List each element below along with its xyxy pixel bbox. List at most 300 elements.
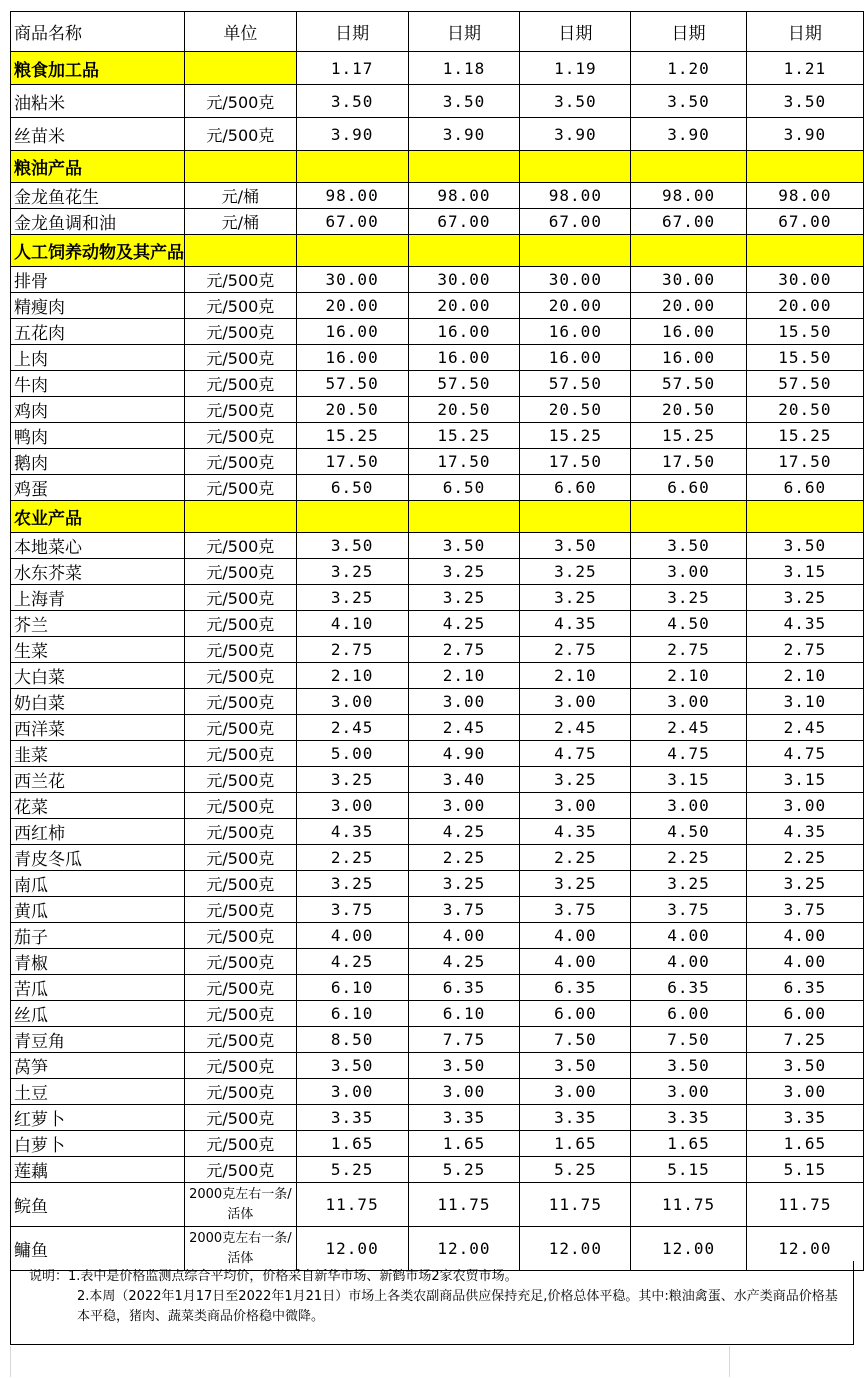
price-cell[interactable]: 3.00 [408,689,520,715]
price-cell[interactable]: 3.00 [746,793,863,819]
price-cell[interactable]: 3.15 [746,767,863,793]
price-cell[interactable]: 7.75 [408,1027,520,1053]
price-cell[interactable]: 11.75 [746,1183,863,1227]
price-cell[interactable]: 2.75 [520,637,631,663]
price-cell[interactable]: 3.50 [408,533,520,559]
price-cell[interactable]: 30.00 [296,267,408,293]
price-cell[interactable]: 57.50 [296,371,408,397]
category-label-cell[interactable]: 粮油产品 [11,151,185,183]
item-unit-cell[interactable]: 元/500克 [185,397,297,423]
item-name-cell[interactable]: 土豆 [11,1079,185,1105]
price-cell[interactable]: 4.35 [520,611,631,637]
price-cell[interactable]: 4.75 [520,741,631,767]
price-cell[interactable]: 3.15 [631,767,746,793]
price-cell[interactable]: 20.00 [408,293,520,319]
price-cell[interactable]: 6.10 [296,1001,408,1027]
price-cell[interactable]: 3.00 [520,1079,631,1105]
date-value-cell[interactable]: 1.19 [520,52,631,85]
item-name-cell[interactable]: 牛肉 [11,371,185,397]
price-cell[interactable]: 98.00 [631,183,746,209]
price-cell[interactable]: 4.25 [408,819,520,845]
price-cell[interactable]: 3.00 [520,689,631,715]
price-cell[interactable]: 2.25 [408,845,520,871]
price-cell[interactable]: 1.65 [408,1131,520,1157]
item-name-cell[interactable]: 生菜 [11,637,185,663]
item-unit-cell[interactable]: 元/500克 [185,319,297,345]
price-cell[interactable]: 2.10 [408,663,520,689]
price-cell[interactable]: 4.00 [746,923,863,949]
price-cell[interactable]: 67.00 [520,209,631,235]
item-name-cell[interactable]: 西红柿 [11,819,185,845]
category-empty-cell[interactable] [746,151,863,183]
category-empty-cell[interactable] [296,501,408,533]
item-unit-cell[interactable]: 元/500克 [185,923,297,949]
price-cell[interactable]: 3.50 [408,85,520,118]
item-unit-cell[interactable]: 元/500克 [185,1027,297,1053]
item-name-cell[interactable]: 丝瓜 [11,1001,185,1027]
item-unit-cell[interactable]: 元/500克 [185,637,297,663]
price-cell[interactable]: 3.00 [631,793,746,819]
price-cell[interactable]: 17.50 [520,449,631,475]
item-unit-cell[interactable]: 元/500克 [185,371,297,397]
item-unit-cell[interactable]: 元/500克 [185,559,297,585]
category-label-cell[interactable]: 粮食加工品 [11,52,185,85]
price-cell[interactable]: 3.25 [408,559,520,585]
price-cell[interactable]: 4.25 [408,611,520,637]
price-cell[interactable]: 2.75 [408,637,520,663]
item-name-cell[interactable]: 丝苗米 [11,118,185,151]
price-cell[interactable]: 3.90 [631,118,746,151]
price-cell[interactable]: 4.50 [631,611,746,637]
item-name-cell[interactable]: 西洋菜 [11,715,185,741]
price-cell[interactable]: 30.00 [408,267,520,293]
price-cell[interactable]: 2.25 [631,845,746,871]
item-name-cell[interactable]: 五花肉 [11,319,185,345]
price-cell[interactable]: 7.50 [631,1027,746,1053]
item-name-cell[interactable]: 青皮冬瓜 [11,845,185,871]
price-cell[interactable]: 57.50 [520,371,631,397]
price-cell[interactable]: 4.00 [631,949,746,975]
item-name-cell[interactable]: 金龙鱼调和油 [11,209,185,235]
header-date-cell[interactable]: 日期 [408,12,520,52]
price-cell[interactable]: 12.00 [296,1227,408,1271]
price-cell[interactable]: 4.25 [408,949,520,975]
price-cell[interactable]: 2.75 [296,637,408,663]
price-cell[interactable]: 4.35 [746,819,863,845]
item-unit-cell[interactable]: 元/500克 [185,1079,297,1105]
item-name-cell[interactable]: 鸭肉 [11,423,185,449]
item-name-cell[interactable]: 大白菜 [11,663,185,689]
category-empty-cell[interactable] [520,501,631,533]
category-empty-cell[interactable] [631,235,746,267]
price-cell[interactable]: 3.35 [746,1105,863,1131]
price-cell[interactable]: 7.50 [520,1027,631,1053]
price-cell[interactable]: 15.50 [746,345,863,371]
item-unit-cell[interactable]: 元/500克 [185,449,297,475]
price-cell[interactable]: 3.50 [520,1053,631,1079]
price-cell[interactable]: 6.00 [631,1001,746,1027]
price-cell[interactable]: 3.00 [296,689,408,715]
price-cell[interactable]: 4.00 [296,923,408,949]
price-cell[interactable]: 3.50 [408,1053,520,1079]
price-cell[interactable]: 3.75 [746,897,863,923]
price-cell[interactable]: 3.15 [746,559,863,585]
category-empty-cell[interactable] [408,151,520,183]
category-unit-cell[interactable] [185,151,297,183]
price-cell[interactable]: 12.00 [408,1227,520,1271]
header-unit-cell[interactable]: 单位 [185,12,297,52]
price-cell[interactable]: 3.90 [296,118,408,151]
header-date-cell[interactable]: 日期 [631,12,746,52]
price-cell[interactable]: 2.10 [631,663,746,689]
price-cell[interactable]: 4.00 [746,949,863,975]
price-cell[interactable]: 2.45 [631,715,746,741]
category-empty-cell[interactable] [631,151,746,183]
item-name-cell[interactable]: 苦瓜 [11,975,185,1001]
price-cell[interactable]: 12.00 [520,1227,631,1271]
price-cell[interactable]: 3.90 [408,118,520,151]
price-cell[interactable]: 17.50 [631,449,746,475]
price-cell[interactable]: 1.65 [746,1131,863,1157]
price-cell[interactable]: 3.25 [408,871,520,897]
item-name-cell[interactable]: 青椒 [11,949,185,975]
price-cell[interactable]: 20.50 [631,397,746,423]
price-cell[interactable]: 3.00 [296,1079,408,1105]
item-unit-cell[interactable]: 元/500克 [185,871,297,897]
item-unit-cell[interactable]: 元/500克 [185,663,297,689]
price-cell[interactable]: 4.25 [296,949,408,975]
price-cell[interactable]: 3.50 [631,85,746,118]
price-cell[interactable]: 3.75 [296,897,408,923]
price-cell[interactable]: 3.25 [296,767,408,793]
price-cell[interactable]: 2.25 [296,845,408,871]
price-cell[interactable]: 11.75 [520,1183,631,1227]
price-cell[interactable]: 4.00 [408,923,520,949]
price-cell[interactable]: 16.00 [408,319,520,345]
item-name-cell[interactable]: 白萝卜 [11,1131,185,1157]
price-cell[interactable]: 4.75 [746,741,863,767]
price-cell[interactable]: 4.90 [408,741,520,767]
price-cell[interactable]: 3.25 [631,871,746,897]
item-name-cell[interactable]: 莲藕 [11,1157,185,1183]
item-unit-cell[interactable]: 元/500克 [185,423,297,449]
price-cell[interactable]: 15.25 [296,423,408,449]
price-cell[interactable]: 6.10 [296,975,408,1001]
price-cell[interactable]: 3.25 [296,585,408,611]
price-cell[interactable]: 3.75 [520,897,631,923]
price-cell[interactable]: 5.25 [520,1157,631,1183]
item-name-cell[interactable]: 红萝卜 [11,1105,185,1131]
price-cell[interactable]: 4.10 [296,611,408,637]
price-cell[interactable]: 3.90 [520,118,631,151]
date-value-cell[interactable]: 1.21 [746,52,863,85]
price-cell[interactable]: 3.25 [520,871,631,897]
item-name-cell[interactable]: 上肉 [11,345,185,371]
item-unit-cell[interactable]: 元/500克 [185,1157,297,1183]
item-name-cell[interactable]: 鳙鱼 [11,1227,185,1271]
price-cell[interactable]: 8.50 [296,1027,408,1053]
item-unit-cell[interactable]: 元/500克 [185,293,297,319]
price-cell[interactable]: 3.00 [631,689,746,715]
price-cell[interactable]: 4.35 [296,819,408,845]
item-name-cell[interactable]: 水东芥菜 [11,559,185,585]
price-cell[interactable]: 20.50 [408,397,520,423]
item-unit-cell[interactable]: 元/500克 [185,1131,297,1157]
item-name-cell[interactable]: 鹅肉 [11,449,185,475]
price-cell[interactable]: 3.35 [296,1105,408,1131]
price-cell[interactable]: 67.00 [631,209,746,235]
item-name-cell[interactable]: 西兰花 [11,767,185,793]
item-name-cell[interactable]: 鸡肉 [11,397,185,423]
category-label-cell[interactable]: 农业产品 [11,501,185,533]
item-unit-cell[interactable]: 2000克左右一条/活体 [185,1183,297,1227]
item-unit-cell[interactable]: 元/500克 [185,819,297,845]
category-empty-cell[interactable] [296,235,408,267]
price-cell[interactable]: 3.50 [520,85,631,118]
item-unit-cell[interactable]: 元/500克 [185,118,297,151]
price-cell[interactable]: 5.00 [296,741,408,767]
category-empty-cell[interactable] [296,151,408,183]
price-cell[interactable]: 16.00 [631,319,746,345]
price-cell[interactable]: 30.00 [631,267,746,293]
price-cell[interactable]: 2.25 [746,845,863,871]
price-cell[interactable]: 7.25 [746,1027,863,1053]
price-cell[interactable]: 3.25 [520,767,631,793]
price-cell[interactable]: 3.35 [520,1105,631,1131]
item-unit-cell[interactable]: 元/500克 [185,1001,297,1027]
price-cell[interactable]: 5.25 [296,1157,408,1183]
price-cell[interactable]: 2.10 [296,663,408,689]
price-cell[interactable]: 20.50 [296,397,408,423]
item-unit-cell[interactable]: 元/500克 [185,767,297,793]
item-name-cell[interactable]: 莴笋 [11,1053,185,1079]
category-empty-cell[interactable] [408,235,520,267]
header-name-cell[interactable]: 商品名称 [11,12,185,52]
item-name-cell[interactable]: 排骨 [11,267,185,293]
item-unit-cell[interactable]: 元/500克 [185,611,297,637]
price-cell[interactable]: 3.50 [296,85,408,118]
item-name-cell[interactable]: 油粘米 [11,85,185,118]
price-cell[interactable]: 4.00 [520,949,631,975]
price-cell[interactable]: 4.00 [631,923,746,949]
price-cell[interactable]: 6.35 [520,975,631,1001]
price-cell[interactable]: 17.50 [746,449,863,475]
price-cell[interactable]: 67.00 [408,209,520,235]
price-cell[interactable]: 1.65 [520,1131,631,1157]
item-name-cell[interactable]: 上海青 [11,585,185,611]
price-cell[interactable]: 3.25 [631,585,746,611]
item-name-cell[interactable]: 南瓜 [11,871,185,897]
price-cell[interactable]: 67.00 [296,209,408,235]
item-unit-cell[interactable]: 元/500克 [185,897,297,923]
price-cell[interactable]: 6.60 [520,475,631,501]
item-name-cell[interactable]: 黄瓜 [11,897,185,923]
price-cell[interactable]: 16.00 [408,345,520,371]
price-cell[interactable]: 20.00 [746,293,863,319]
price-cell[interactable]: 2.75 [631,637,746,663]
item-unit-cell[interactable]: 元/500克 [185,741,297,767]
price-cell[interactable]: 98.00 [520,183,631,209]
price-cell[interactable]: 20.50 [746,397,863,423]
price-cell[interactable]: 20.50 [520,397,631,423]
price-cell[interactable]: 3.40 [408,767,520,793]
price-cell[interactable]: 17.50 [408,449,520,475]
price-cell[interactable]: 2.25 [520,845,631,871]
category-unit-cell[interactable] [185,52,297,85]
price-cell[interactable]: 5.15 [746,1157,863,1183]
price-cell[interactable]: 3.00 [408,1079,520,1105]
category-empty-cell[interactable] [520,235,631,267]
price-cell[interactable]: 6.00 [520,1001,631,1027]
price-cell[interactable]: 6.60 [746,475,863,501]
price-cell[interactable]: 3.00 [408,793,520,819]
item-name-cell[interactable]: 鲩鱼 [11,1183,185,1227]
item-name-cell[interactable]: 茄子 [11,923,185,949]
price-cell[interactable]: 3.35 [408,1105,520,1131]
price-cell[interactable]: 15.25 [408,423,520,449]
price-cell[interactable]: 6.35 [408,975,520,1001]
price-cell[interactable]: 16.00 [296,345,408,371]
price-cell[interactable]: 12.00 [746,1227,863,1271]
price-cell[interactable]: 57.50 [408,371,520,397]
price-cell[interactable]: 3.35 [631,1105,746,1131]
price-cell[interactable]: 6.35 [746,975,863,1001]
price-cell[interactable]: 98.00 [746,183,863,209]
category-label-cell[interactable]: 人工饲养动物及其产品 [11,235,185,267]
price-cell[interactable]: 3.00 [631,1079,746,1105]
price-cell[interactable]: 3.75 [408,897,520,923]
price-cell[interactable]: 3.00 [746,1079,863,1105]
date-value-cell[interactable]: 1.20 [631,52,746,85]
price-cell[interactable]: 4.00 [520,923,631,949]
price-cell[interactable]: 20.00 [631,293,746,319]
item-unit-cell[interactable]: 元/500克 [185,533,297,559]
header-date-cell[interactable]: 日期 [296,12,408,52]
price-cell[interactable]: 3.50 [296,533,408,559]
price-cell[interactable]: 6.60 [631,475,746,501]
price-cell[interactable]: 30.00 [746,267,863,293]
price-cell[interactable]: 15.25 [746,423,863,449]
price-cell[interactable]: 30.00 [520,267,631,293]
price-cell[interactable]: 6.50 [296,475,408,501]
item-unit-cell[interactable]: 元/桶 [185,209,297,235]
item-unit-cell[interactable]: 元/500克 [185,585,297,611]
price-cell[interactable]: 3.50 [520,533,631,559]
price-cell[interactable]: 2.45 [746,715,863,741]
price-cell[interactable]: 3.25 [296,559,408,585]
price-cell[interactable]: 2.45 [408,715,520,741]
price-cell[interactable]: 6.00 [746,1001,863,1027]
price-cell[interactable]: 6.10 [408,1001,520,1027]
price-cell[interactable]: 5.25 [408,1157,520,1183]
price-cell[interactable]: 3.25 [520,585,631,611]
item-unit-cell[interactable]: 元/500克 [185,793,297,819]
price-cell[interactable]: 3.25 [296,871,408,897]
price-cell[interactable]: 11.75 [631,1183,746,1227]
item-unit-cell[interactable]: 元/500克 [185,689,297,715]
item-name-cell[interactable]: 金龙鱼花生 [11,183,185,209]
price-cell[interactable]: 3.25 [746,585,863,611]
price-cell[interactable]: 4.50 [631,819,746,845]
item-unit-cell[interactable]: 元/500克 [185,1053,297,1079]
category-empty-cell[interactable] [631,501,746,533]
price-cell[interactable]: 98.00 [408,183,520,209]
price-cell[interactable]: 16.00 [631,345,746,371]
price-cell[interactable]: 15.25 [631,423,746,449]
price-cell[interactable]: 20.00 [520,293,631,319]
item-name-cell[interactable]: 青豆角 [11,1027,185,1053]
price-cell[interactable]: 20.00 [296,293,408,319]
item-unit-cell[interactable]: 元/500克 [185,949,297,975]
price-cell[interactable]: 4.35 [746,611,863,637]
price-cell[interactable]: 1.65 [631,1131,746,1157]
price-cell[interactable]: 12.00 [631,1227,746,1271]
price-cell[interactable]: 6.35 [631,975,746,1001]
price-cell[interactable]: 3.00 [631,559,746,585]
item-unit-cell[interactable]: 元/500克 [185,715,297,741]
item-name-cell[interactable]: 花菜 [11,793,185,819]
item-unit-cell[interactable]: 元/500克 [185,345,297,371]
price-cell[interactable]: 17.50 [296,449,408,475]
price-cell[interactable]: 3.75 [631,897,746,923]
price-cell[interactable]: 16.00 [296,319,408,345]
price-cell[interactable]: 67.00 [746,209,863,235]
price-cell[interactable]: 3.50 [746,85,863,118]
price-cell[interactable]: 98.00 [296,183,408,209]
price-cell[interactable]: 16.00 [520,345,631,371]
item-name-cell[interactable]: 芥兰 [11,611,185,637]
price-cell[interactable]: 2.10 [520,663,631,689]
price-cell[interactable]: 3.90 [746,118,863,151]
item-unit-cell[interactable]: 元/500克 [185,1105,297,1131]
price-cell[interactable]: 3.10 [746,689,863,715]
category-unit-cell[interactable] [185,235,297,267]
item-name-cell[interactable]: 本地菜心 [11,533,185,559]
price-cell[interactable]: 11.75 [408,1183,520,1227]
category-empty-cell[interactable] [408,501,520,533]
price-cell[interactable]: 3.00 [296,793,408,819]
price-cell[interactable]: 3.00 [520,793,631,819]
category-empty-cell[interactable] [746,235,863,267]
price-cell[interactable]: 3.50 [631,533,746,559]
item-name-cell[interactable]: 精瘦肉 [11,293,185,319]
category-empty-cell[interactable] [746,501,863,533]
price-cell[interactable]: 2.10 [746,663,863,689]
item-unit-cell[interactable]: 元/500克 [185,975,297,1001]
price-cell[interactable]: 57.50 [746,371,863,397]
item-unit-cell[interactable]: 2000克左右一条/活体 [185,1227,297,1271]
price-cell[interactable]: 3.50 [296,1053,408,1079]
item-unit-cell[interactable]: 元/桶 [185,183,297,209]
item-unit-cell[interactable]: 元/500克 [185,845,297,871]
price-cell[interactable]: 15.50 [746,319,863,345]
price-cell[interactable]: 5.15 [631,1157,746,1183]
price-cell[interactable]: 16.00 [520,319,631,345]
price-cell[interactable]: 11.75 [296,1183,408,1227]
price-cell[interactable]: 6.50 [408,475,520,501]
header-date-cell[interactable]: 日期 [746,12,863,52]
price-cell[interactable]: 15.25 [520,423,631,449]
price-cell[interactable]: 2.75 [746,637,863,663]
price-cell[interactable]: 4.75 [631,741,746,767]
item-name-cell[interactable]: 鸡蛋 [11,475,185,501]
price-cell[interactable]: 1.65 [296,1131,408,1157]
item-unit-cell[interactable]: 元/500克 [185,475,297,501]
category-empty-cell[interactable] [520,151,631,183]
date-value-cell[interactable]: 1.18 [408,52,520,85]
price-cell[interactable]: 3.50 [631,1053,746,1079]
price-cell[interactable]: 2.45 [520,715,631,741]
